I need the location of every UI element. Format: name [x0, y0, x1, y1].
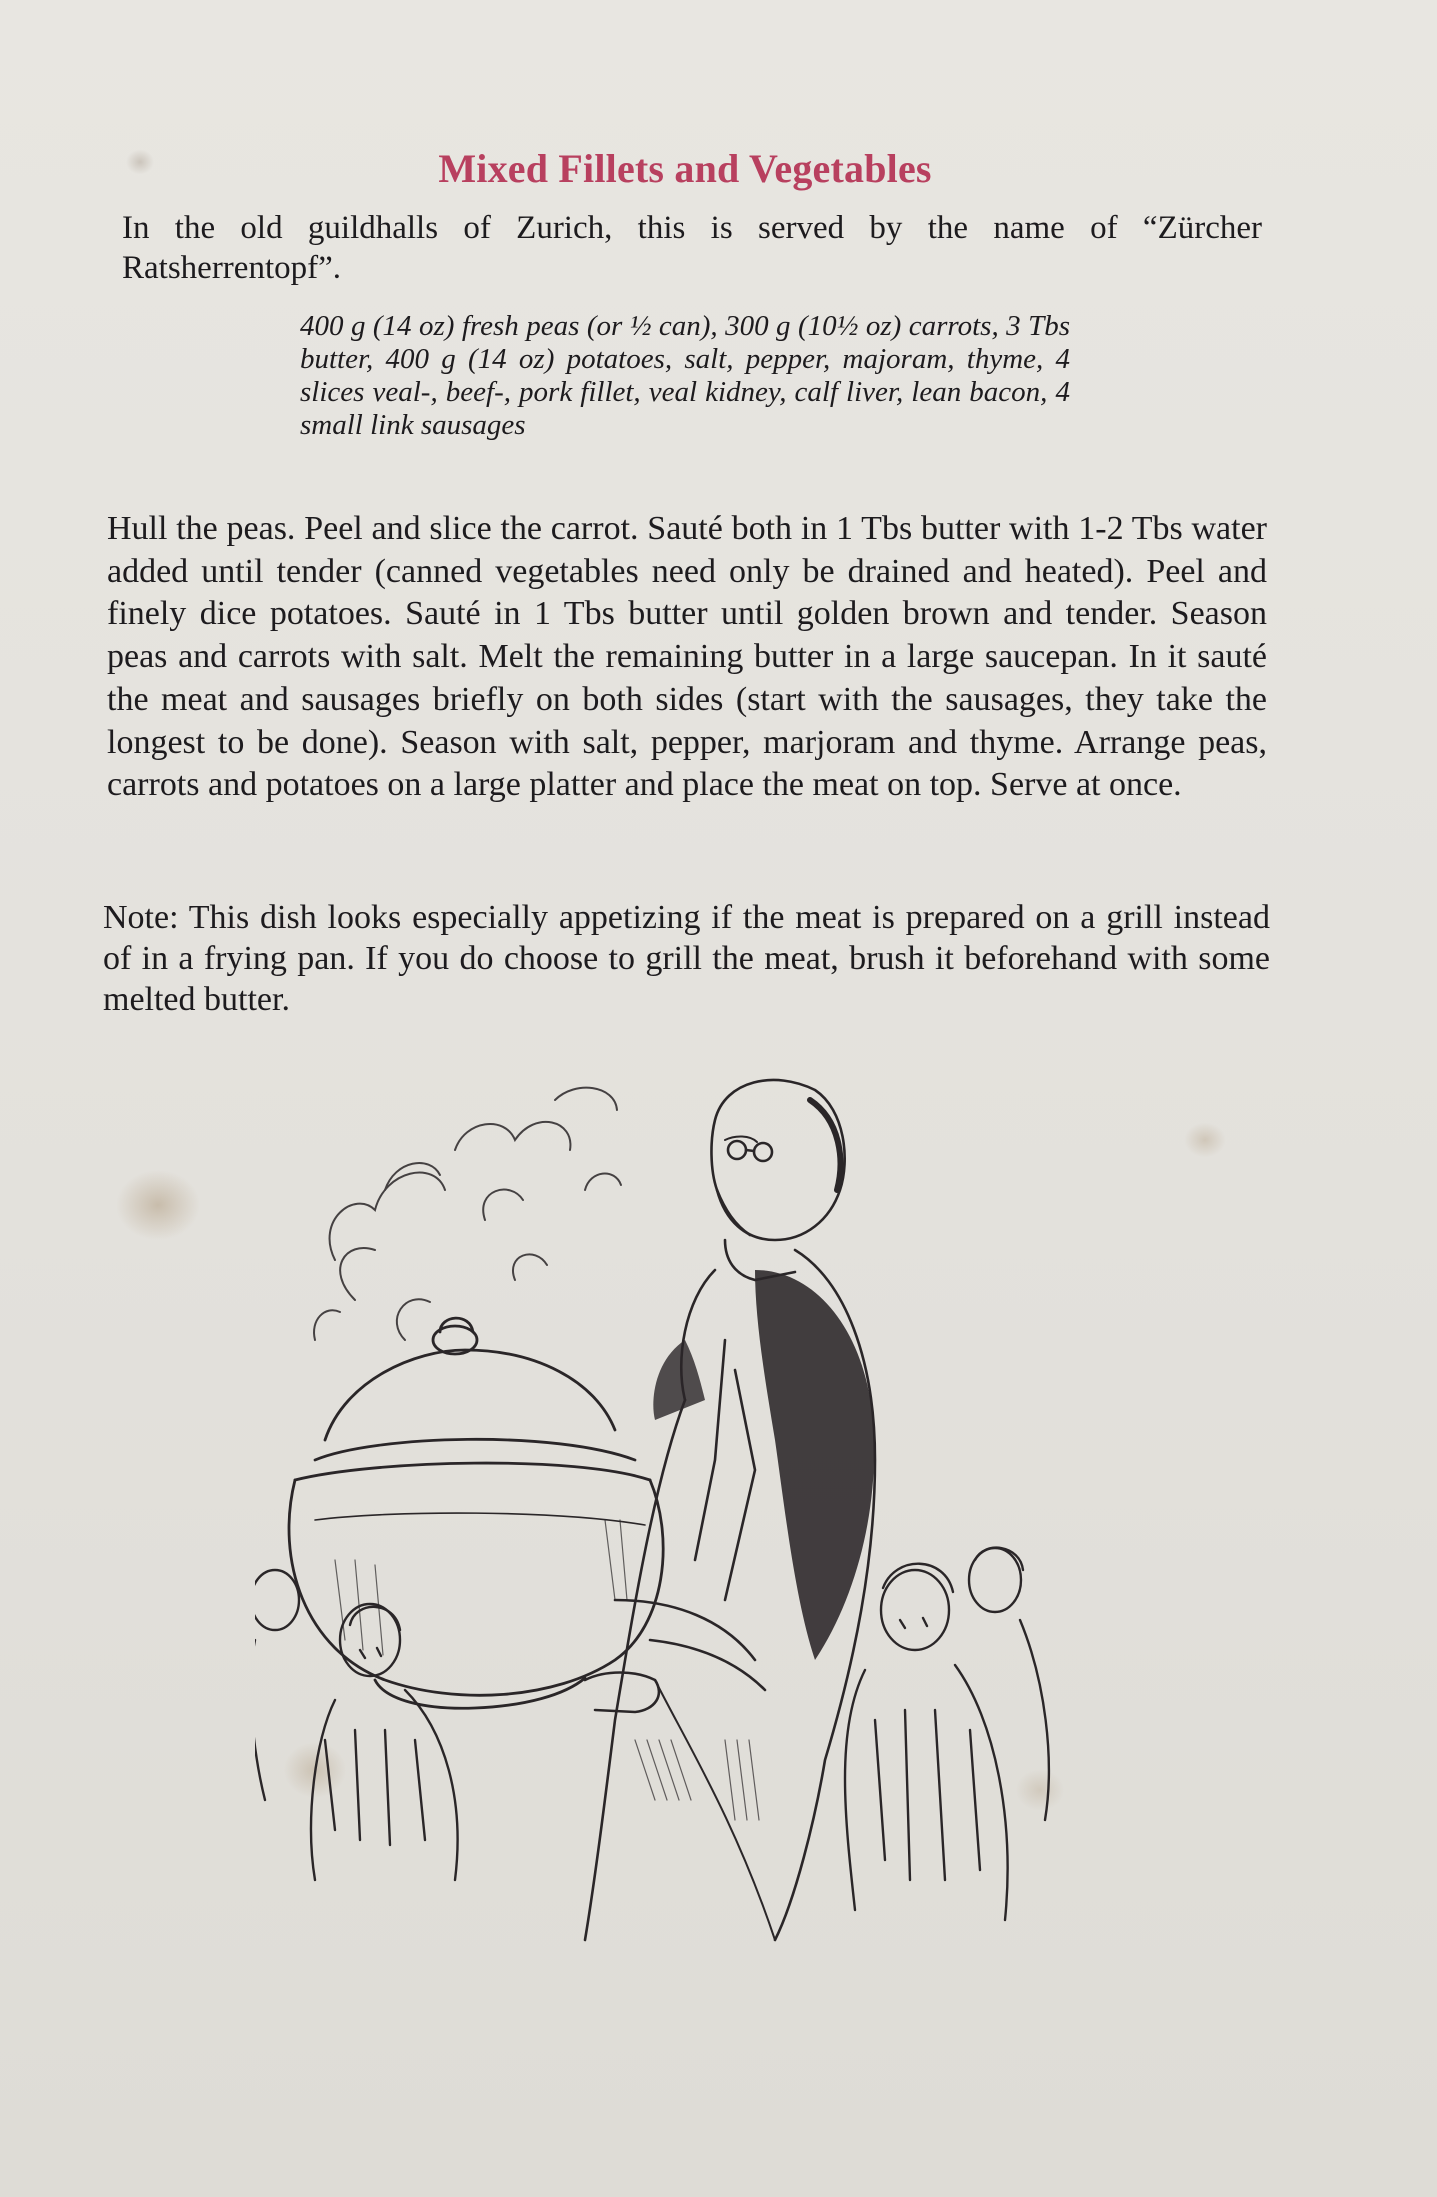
recipe-note: Note: This dish looks especially appetizing if the meat is prepared on a grill instead of in a frying pan. If you do choose to grill the meat, brush it beforehand with some melted butter.: [103, 899, 1270, 1018]
onlooker-right: [845, 1548, 1049, 1920]
engraving-illustration: [255, 1040, 1115, 1980]
man-hands: [585, 1600, 765, 1712]
ingredients-list: 400 g (14 oz) fresh peas (or ½ can), 300 g (10½ oz) carrots, 3 Tbs butter, 400 g (14 oz) potatoes, salt, pepper, majoram, thyme, 4 slices veal-, beef-, pork fillet, veal kidney, calf liver, lean bacon, 4 small link sausages: [300, 310, 1070, 441]
recipe-title: Mixed Fillets and Vegetables: [438, 146, 932, 191]
recipe-intro: In the old guildhalls of Zurich, this is served by the name of “Zürcher Ratsherrentopf”.: [122, 210, 1262, 286]
apron: [655, 1680, 775, 1940]
steam-swirls: [314, 1088, 621, 1340]
hatching: [335, 1520, 759, 1820]
coat-shading: [755, 1270, 874, 1660]
tureen: [289, 1318, 663, 1708]
man-head: [711, 1080, 844, 1280]
onlooker-left: [255, 1570, 458, 1880]
recipe-method: Hull the peas. Peel and slice the carrot. Sauté both in 1 Tbs butter with 1-2 Tbs water added until tender (canned vegetables need only be drained and heated). Peel and finely dice potatoes. Sauté in 1 Tbs butter until golden brown and tender. Season peas and carrots with salt. Melt the remaining butter in a large saucepan. In it sauté the meat and sausages briefly on both sides (start with the sausages, they take the longest to be done). Season with salt, pepper, marjoram and thyme. Arrange peas, carrots and potatoes on a large platter and place the meat on top. Serve at once.: [107, 510, 1267, 804]
